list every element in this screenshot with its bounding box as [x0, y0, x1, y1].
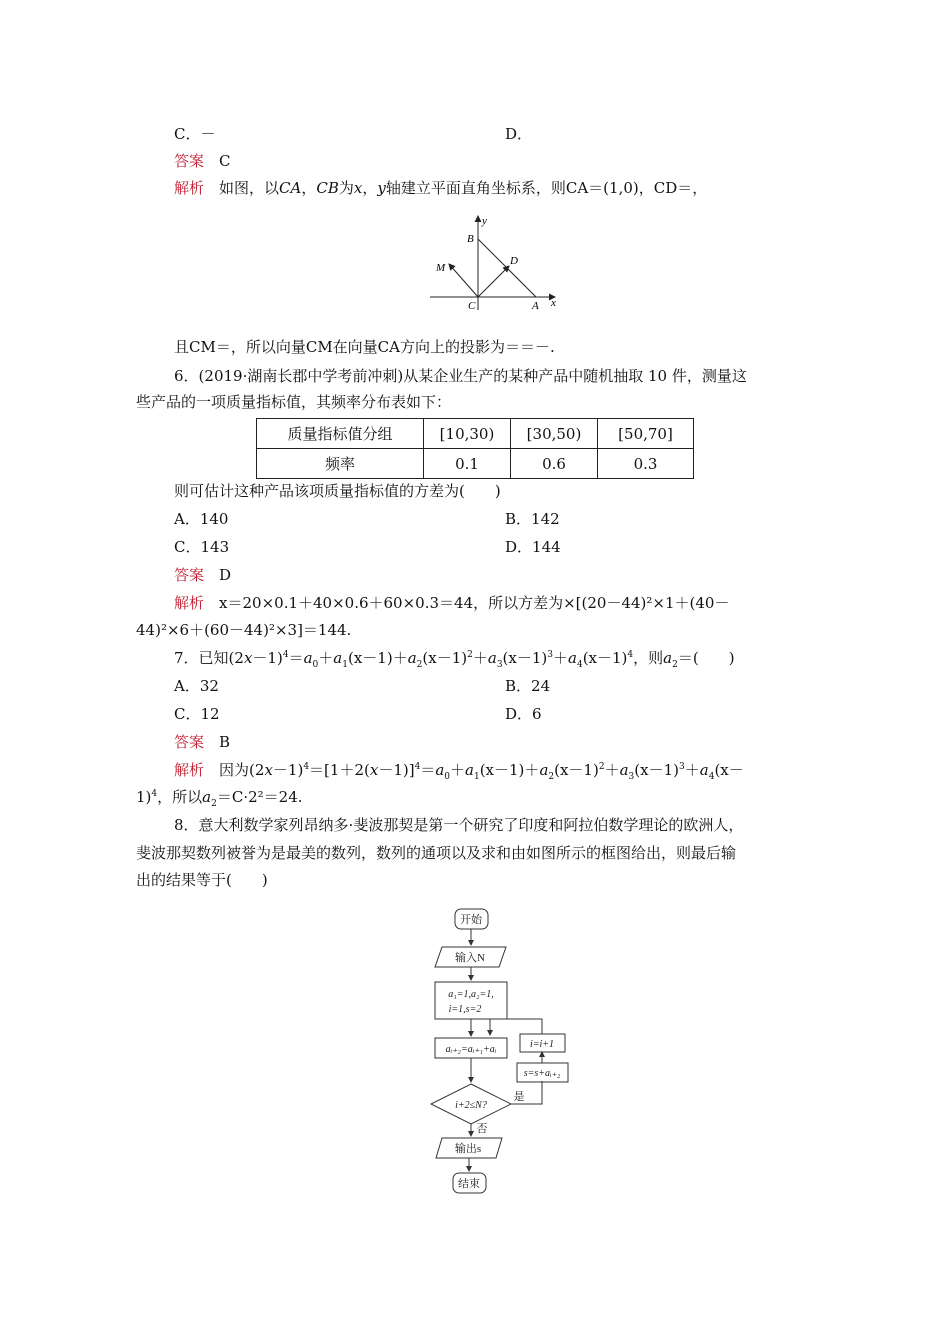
q7-option-d: D．6: [505, 705, 542, 723]
q6-answer: [174, 565, 231, 585]
text: 0: [444, 772, 450, 782]
text: 4: [303, 762, 310, 772]
answer-value: C: [219, 152, 231, 170]
coordinate-figure: [425, 210, 565, 315]
q6-option-b: B．142: [505, 510, 560, 528]
text: ，则: [633, 649, 664, 667]
end-label: 结束: [458, 1178, 480, 1190]
loop-back: [490, 1019, 542, 1035]
text: CB: [316, 179, 339, 197]
output-label: 输出s: [454, 1143, 482, 1155]
start-label: 开始: [460, 914, 482, 926]
label-m: M: [436, 262, 446, 274]
text: －1): [272, 761, 304, 779]
text: 3: [496, 660, 503, 670]
table-cell: 0.3: [598, 449, 694, 479]
text: (x－: [714, 761, 744, 779]
input-label: 输入N: [455, 952, 485, 964]
text: ＝C·2²＝24.: [216, 788, 303, 806]
no-label: 否: [476, 1123, 488, 1135]
condition-label: i+2≤N?: [455, 1100, 487, 1111]
text: ＝( ): [677, 649, 735, 667]
analysis-label: 解析: [174, 179, 205, 197]
table-cell: [10,30): [424, 419, 511, 449]
text: 轴建立平面直角坐标系，则CA＝(1,0)，CD＝，: [385, 179, 708, 197]
answer-value: B: [219, 733, 231, 751]
table-row: [257, 449, 694, 479]
text: ＋: [472, 649, 488, 667]
text: ＝[1＋2(: [309, 761, 370, 779]
text: a: [663, 649, 673, 667]
text: 3: [628, 772, 635, 782]
q8-stem-line3: 出的结果等于( ): [136, 871, 268, 889]
text: x: [369, 761, 379, 779]
text: y: [377, 179, 386, 197]
text: 0: [312, 660, 319, 670]
text: (x－1): [634, 761, 679, 779]
answer-label: 答案: [174, 152, 205, 170]
text: 1: [473, 772, 480, 782]
text: a: [487, 649, 497, 667]
text: 4: [708, 772, 715, 782]
q5-answer: [174, 151, 231, 171]
text: ＋: [450, 761, 466, 779]
text: a: [333, 649, 343, 667]
text: (x－1): [422, 649, 468, 667]
text: 3: [679, 762, 685, 772]
text: 4: [414, 762, 421, 772]
text: a: [699, 761, 709, 779]
sum-label: s=s+aᵢ₊₂: [523, 1068, 561, 1079]
text: (x－1): [347, 649, 393, 667]
analysis-label: 解析: [174, 594, 205, 612]
table-cell: 频率: [257, 449, 424, 479]
text: CA: [279, 179, 302, 197]
table-cell: 质量指标值分组: [257, 419, 424, 449]
q6-analysis-line1: [174, 593, 729, 613]
q6-option-d: D．144: [505, 538, 561, 556]
q7-option-a: A．32: [174, 677, 219, 695]
text: 为: [338, 179, 354, 197]
vector-cd: [478, 266, 509, 297]
text: ＋: [684, 761, 700, 779]
text: x: [264, 761, 273, 779]
table-cell: [30,50): [511, 419, 598, 449]
q6-option-a: A．140: [174, 510, 229, 528]
text: a: [435, 761, 445, 779]
text: －1): [252, 649, 283, 667]
text: a: [407, 649, 417, 667]
text: 3: [547, 650, 553, 660]
recurrence-label: aᵢ₊₂=aᵢ₊₁+aᵢ: [445, 1044, 497, 1055]
q5-analysis-line2: 且CM＝，所以向量CM在向量CA方向上的投影为＝＝－.: [174, 338, 555, 356]
text: 4: [282, 650, 289, 660]
answer-value: D: [219, 566, 232, 584]
q8-stem-line2: 斐波那契数列被誉为是最美的数列，数列的通项以及求和由如图所示的框图给出，则最后输: [136, 844, 737, 862]
q6-stem-line1: 6．(2019·湖南长郡中学考前冲刺)从某企业生产的某种产品中随机抽取 10 件，测量这: [174, 367, 747, 385]
q8-stem-line1: 8．意大利数学家列昂纳多·斐波那契是第一个研究了印度和阿拉伯数学理论的欧洲人，: [174, 816, 744, 834]
q6-analysis-line2: 44)²×6＋(60－44)²×3]＝144.: [136, 621, 352, 639]
text: 4: [627, 650, 634, 660]
text: ＋: [524, 761, 540, 779]
q7-answer: [174, 732, 230, 752]
label-d: D: [510, 255, 518, 267]
text: x: [353, 179, 363, 197]
text: a: [303, 649, 313, 667]
text: a: [202, 788, 212, 806]
table-cell: 0.6: [511, 449, 598, 479]
label-y: y: [482, 215, 487, 227]
text: ，: [362, 179, 378, 197]
q5-option-c: C．－: [174, 125, 216, 143]
text: 2: [467, 650, 473, 660]
vector-cm: [449, 264, 478, 297]
label-a: A: [532, 300, 539, 312]
q7-option-c: C．12: [174, 705, 220, 723]
text: ＝: [420, 761, 436, 779]
table-cell: [50,70]: [598, 419, 694, 449]
text: ＋: [318, 649, 334, 667]
q5-option-d: D．: [505, 125, 533, 143]
q5-analysis-line1: [174, 178, 707, 198]
text: ＋: [604, 761, 620, 779]
init-label-1: a₁=1,a₂=1,: [448, 989, 494, 1000]
text: 7．已知(2: [174, 649, 244, 667]
q7-analysis-line2: [136, 787, 303, 807]
text: x＝20×0.1＋40×0.6＋60×0.3＝44，所以方差为×[(20－44)²×1＋(40－: [219, 594, 730, 612]
analysis-label: 解析: [174, 761, 205, 779]
q7-analysis-line1: [174, 760, 744, 780]
q7-option-b: B．24: [505, 677, 551, 695]
q6-question: 则可估计这种产品该项质量指标值的方差为( ): [174, 482, 501, 500]
text: 1): [136, 788, 152, 806]
text: a: [539, 761, 549, 779]
text: 2: [548, 772, 555, 782]
text: x: [243, 649, 253, 667]
text: (x－1): [479, 761, 525, 779]
text: a: [619, 761, 629, 779]
flowchart: [420, 900, 580, 1200]
text: 2: [672, 660, 678, 670]
increment-label: i=i+1: [529, 1039, 555, 1050]
text: 2: [211, 799, 217, 809]
q6-option-c: C．143: [174, 538, 230, 556]
text: 如图，以: [219, 179, 280, 197]
text: 4: [576, 660, 583, 670]
text: a: [568, 649, 577, 667]
text: (x－1): [554, 761, 599, 779]
text: 2: [416, 660, 423, 670]
table-row: [257, 419, 694, 449]
text: ，: [301, 179, 317, 197]
q6-stem-line2: 些产品的一项质量指标值，其频率分布表如下：: [136, 393, 452, 411]
answer-label: 答案: [174, 733, 205, 751]
frequency-table: [256, 418, 694, 479]
text: ＝: [288, 649, 304, 667]
text: (x－1): [502, 649, 548, 667]
text: －1)]: [378, 761, 415, 779]
q7-stem: [174, 648, 735, 668]
text: ＋: [553, 649, 569, 667]
table-cell: 0.1: [424, 449, 511, 479]
answer-label: 答案: [174, 566, 205, 584]
yes-label: 是: [513, 1091, 525, 1103]
text: 1: [342, 660, 348, 670]
init-label-2: i=1,s=2: [448, 1004, 482, 1015]
label-x: x: [551, 297, 556, 309]
text: ，所以: [157, 788, 203, 806]
text: 因为(2: [219, 761, 265, 779]
text: (x－1): [582, 649, 628, 667]
text: 4: [151, 789, 158, 799]
label-c: C: [468, 300, 476, 312]
text: ＋: [392, 649, 408, 667]
text: 2: [598, 762, 605, 772]
label-b: B: [467, 233, 474, 245]
text: a: [465, 761, 474, 779]
